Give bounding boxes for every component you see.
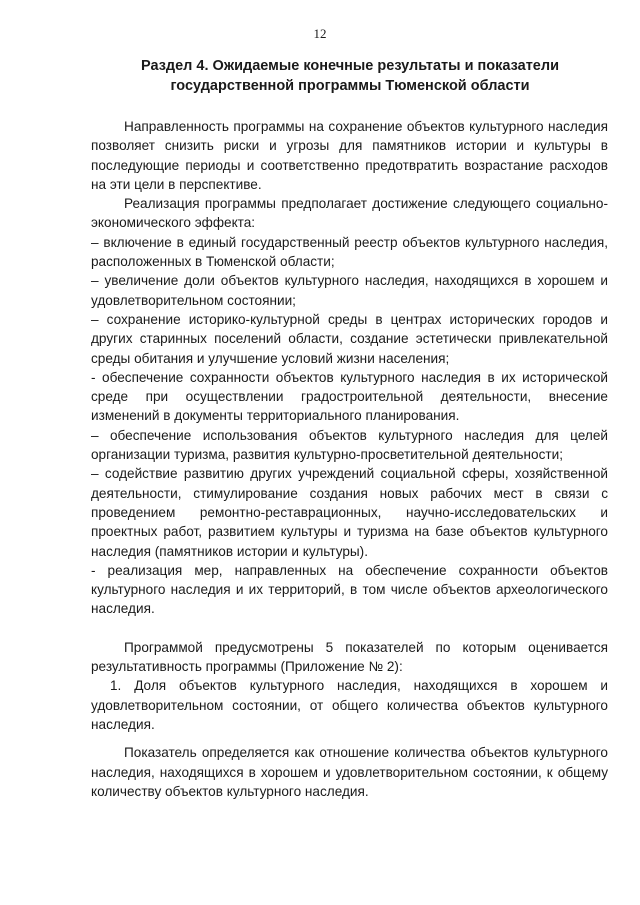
- paragraph-implementation: Реализация программы предполагает достижение следующего социально-экономического эффекта:: [91, 196, 608, 231]
- effect-item: – обеспечение использования объектов культурного наследия для целей организации туризма, развития культурно-просветительной деятельности;: [91, 427, 608, 463]
- paragraph-indicator-definition: Показатель определяется как отношение количества объектов культурного наследия, находящихся в хорошем и удовлетворительном состоянии, к общему количеству объектов культурного наследия.: [91, 745, 608, 799]
- section-title-line-2: государственной программы Тюменской области: [170, 78, 530, 94]
- effect-item: - обеспечение сохранности объектов культурного наследия в их исторической среде при осуществлении градостроительной деятельности, внесение изменений в документы территориального планирования.: [91, 369, 608, 424]
- indicator-item-1: 1. Доля объектов культурного наследия, находящихся в хорошем и удовлетворительном состоянии, от общего количества объектов культурного наследия.: [91, 678, 608, 732]
- effect-item: – содействие развитию других учреждений социальной сферы, хозяйственной деятельности, стимулирование создания новых рабочих мест в связи с проведением ремонтно-реставрационных, научно-исследовательских и проектных работ, развитием культуры и туризма на базе объектов культурного наследия (памятников истории и культуры).: [91, 466, 608, 559]
- paragraph-direction: Направленность программы на сохранение объектов культурного наследия позволяет снизить риски и угрозы для памятников истории и культуры в последующие периоды и соответственно предотвратить возрастание расходов на эти цели в перспективе.: [91, 119, 608, 192]
- effect-item: – увеличение доли объектов культурного наследия, находящихся в хорошем и удовлетворительном состоянии;: [91, 273, 608, 308]
- page-number: 12: [313, 26, 327, 41]
- section-title: [95, 56, 605, 96]
- effect-item: - реализация мер, направленных на обеспечение сохранности объектов культурного наследия и их территорий, в том числе объектов археологического наследия.: [91, 562, 608, 617]
- document-body: [91, 117, 608, 801]
- effect-item: – сохранение историко-культурной среды в центрах исторических городов и других старинных поселений области, создание эстетически привлекательной среды обитания и улучшение условий жизни населения;: [91, 311, 608, 366]
- effect-item: – включение в единый государственный реестр объектов культурного наследия, расположенных в Тюменской области;: [91, 234, 608, 270]
- paragraph-indicators-intro: Программой предусмотрены 5 показателей по которым оценивается результативность программы (Приложение № 2):: [91, 639, 608, 675]
- section-title-line-1: Раздел 4. Ожидаемые конечные результаты и показатели: [140, 58, 559, 74]
